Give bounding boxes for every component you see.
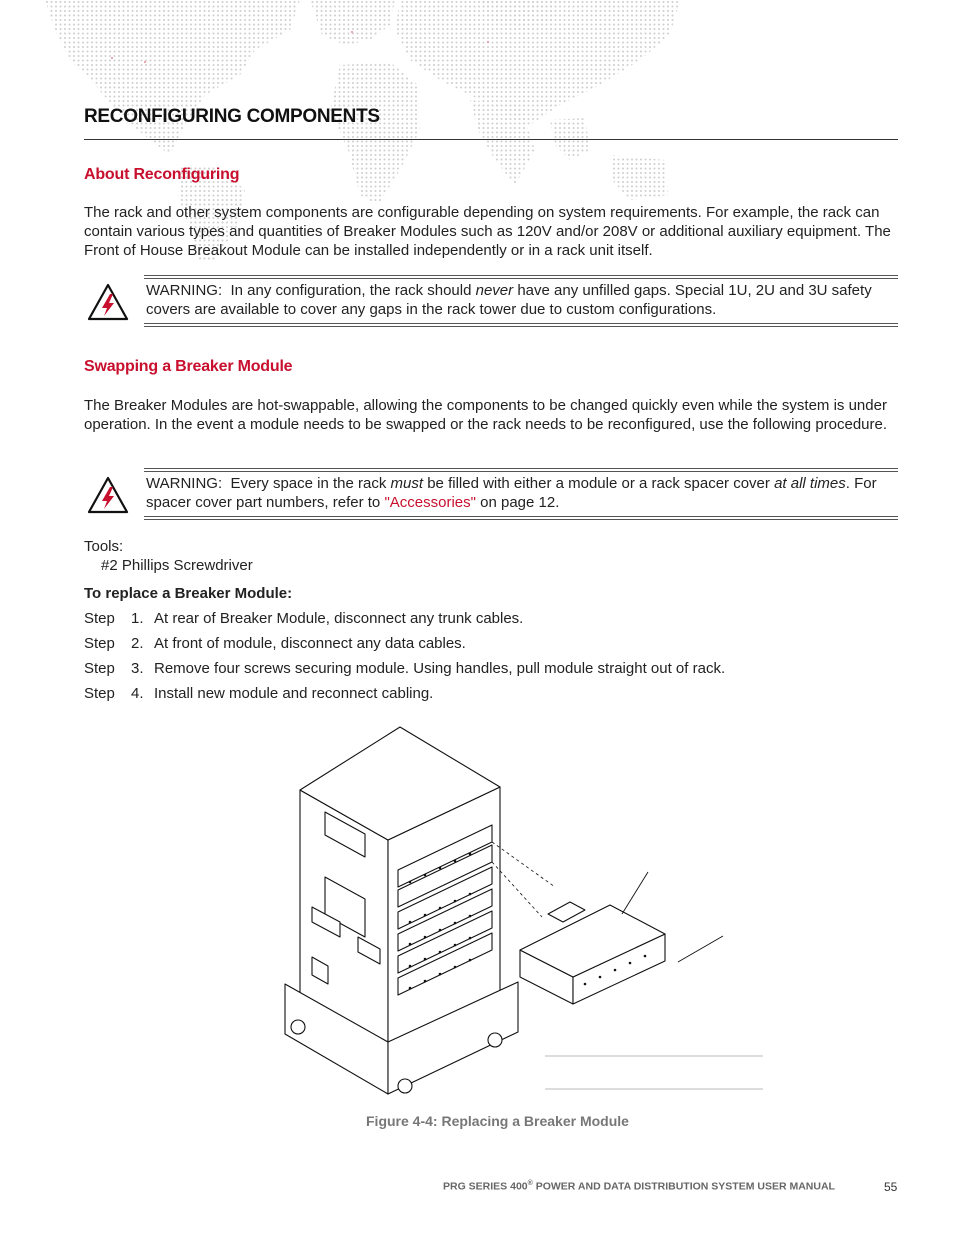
warning-emphasis: never xyxy=(475,282,514,299)
warning-rule-top xyxy=(144,468,898,472)
figure-caption: Figure 4-4: Replacing a Breaker Module xyxy=(366,1113,629,1129)
footer-registered-mark: ® xyxy=(527,1180,533,1187)
procedure-step xyxy=(84,660,898,680)
procedure-step xyxy=(84,610,898,630)
electrical-warning-icon xyxy=(87,476,129,514)
step-word: Step xyxy=(84,660,115,677)
warning-text-part: be filled with either a module or a rack spacer cover xyxy=(427,475,770,492)
swapping-heading: Swapping a Breaker Module xyxy=(84,358,293,375)
warning-label: WARNING: xyxy=(146,282,223,299)
step-text: Install new module and reconnect cabling. xyxy=(154,685,434,702)
step-word: Step xyxy=(84,635,115,652)
warning-rule-bottom xyxy=(144,323,898,327)
step-number: 1. xyxy=(131,610,144,627)
warning-box-gaps xyxy=(84,275,898,327)
warning-rule-bottom xyxy=(144,516,898,520)
warning-label: WARNING: xyxy=(146,475,223,492)
step-number: 2. xyxy=(131,635,144,652)
warning-text-part: . For spacer cover part numbers, refer to xyxy=(146,475,877,511)
warning-box-spaces xyxy=(84,468,898,520)
electrical-warning-icon xyxy=(87,283,129,321)
footer-manual-title xyxy=(443,1180,835,1193)
title-rule xyxy=(84,139,898,140)
step-word: Step xyxy=(84,610,115,627)
accessories-link[interactable]: "Accessories" xyxy=(384,494,476,511)
warning-text-spaces xyxy=(146,474,898,512)
step-text: At rear of Breaker Module, disconnect any trunk cables. xyxy=(154,610,524,627)
warning-text-part: have any unfilled gaps. Special 1U, 2U and 3U safety covers are available to cover any gaps in the rack tower due to custom configurations. xyxy=(146,282,872,318)
step-number: 3. xyxy=(131,660,144,677)
swapping-paragraph: The Breaker Modules are hot-swappable, allowing the components to be changed quickly even while the system is under operation. In the event a module needs to be swapped or the rack needs to be reconfigured, use the following procedure. xyxy=(84,397,888,433)
warning-emphasis: must xyxy=(390,475,424,492)
warning-text-part: on page 12. xyxy=(480,494,560,511)
warning-text-gaps xyxy=(146,281,898,319)
footer-manual-text: PRG SERIES 400 xyxy=(443,1180,528,1193)
breaker-module-rack-illustration xyxy=(280,722,770,1107)
about-reconfiguring-heading: About Reconfiguring xyxy=(84,166,240,183)
warning-text-part: In any configuration, the rack should xyxy=(230,282,472,299)
tools-label: Tools: xyxy=(84,538,124,555)
procedure-title: To replace a Breaker Module: xyxy=(84,585,293,602)
footer-manual-text: POWER AND DATA DISTRIBUTION SYSTEM USER MANUAL xyxy=(532,1180,835,1193)
about-paragraph: The rack and other system components are configurable depending on system requirements. For example, the rack can contain various types and quantities of Breaker Modules such as 120V and/or 208V or additional auxiliary equipment. The Front of House Breakout Module can be installed independently or in a rack unit itself. xyxy=(84,204,891,259)
page-number: 55 xyxy=(884,1180,898,1194)
warning-rule-top xyxy=(144,275,898,279)
warning-text-part: Every space in the rack xyxy=(230,475,387,492)
procedure-step xyxy=(84,635,898,655)
warning-emphasis: at all times xyxy=(774,475,846,492)
step-number: 4. xyxy=(131,685,144,702)
tools-item: #2 Phillips Screwdriver xyxy=(101,557,253,574)
step-text: At front of module, disconnect any data cables. xyxy=(154,635,466,652)
procedure-step xyxy=(84,685,898,705)
step-text: Remove four screws securing module. Using handles, pull module straight out of rack. xyxy=(154,660,726,677)
section-title: RECONFIGURING COMPONENTS xyxy=(84,106,380,127)
step-word: Step xyxy=(84,685,115,702)
